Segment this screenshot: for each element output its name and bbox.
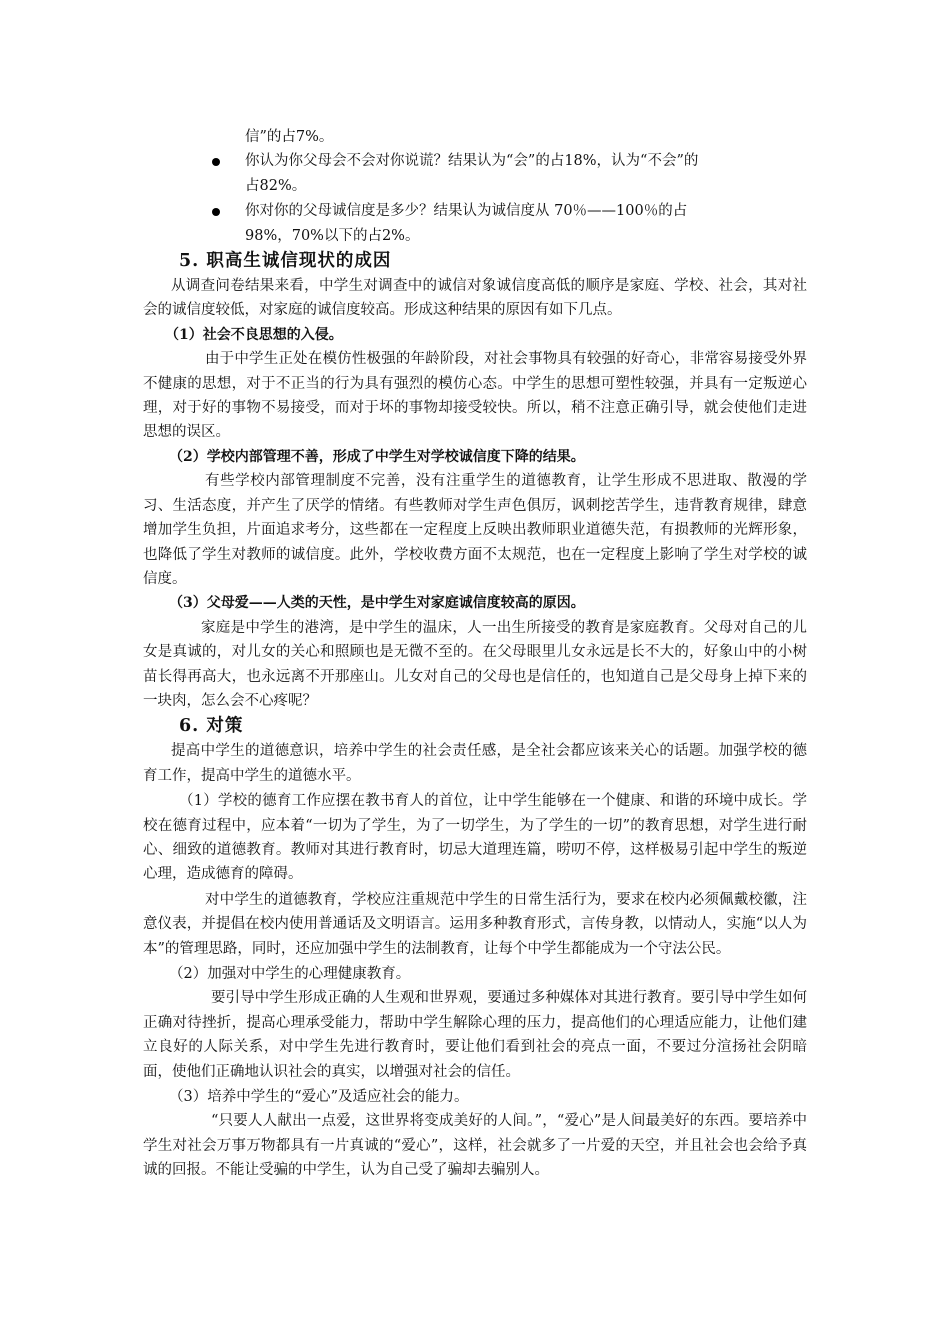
section-5-subheading-1: （1）社会不良思想的入侵。 (165, 326, 343, 343)
section-6-paragraph-2: 要引导中学生形成正确的人生观和世界观，要通过多种媒体对其进行教育。要引导中学生如何正确对待挫折，提高心理承受能力，帮助中学生解除心理的压力，提高他们的心理适应能力，让他们建立良好的人际关系，对中学生先进行教育时，要让他们看到社会的亮点一面，不要过分渲扬社会阴暗面，使他们正确地认识社会的真实，以增强对社会的信任。 (143, 990, 807, 1080)
bullet-dot-icon (212, 158, 220, 166)
section-5-subheading-2: （2）学校内部管理不善，形成了中学生对学校诚信度下降的结果。 (169, 448, 585, 465)
bullet-item-2 (143, 199, 807, 248)
section-6-subheading-3: （3）培养中学生的“爱心”及适应社会的能力。 (169, 1089, 469, 1106)
section-6-intro: 提高中学生的道德意识，培养中学生的社会责任感，是全社会都应该来关心的话题。加强学校的德育工作，提高中学生的道德水平。 (143, 743, 807, 784)
section-5-paragraph-1: 由于中学生正处在模仿性极强的年龄阶段，对社会事物具有较强的好奇心，非常容易接受外界不健康的思想，对于不正当的行为具有强烈的模仿心态。中学生的思想可塑性较强，并具有一定叛逆心理，对于好的事物不易接受，而对于坏的事物却接受较快。所以，稍不注意正确引导，就会使他们走进思想的误区。 (143, 351, 807, 441)
section-6-paragraph-1: （1）学校的德育工作应摆在教书育人的首位，让中学生能够在一个健康、和谐的环境中成长。学校在德育过程中，应本着“一切为了学生，为了一切学生，为了学生的一切”的教育思想，对学生进行耐心、细致的道德教育。教师对其进行教育时，切忌大道理连篇，唠叨不停，这样极易引起中学生的叛逆心理，造成德育的障碍。 (143, 793, 807, 883)
bullet-2-line1: 你对你的父母诚信度是多少？结果认为诚信度从 70％——100％的占 (245, 203, 688, 220)
document-body (143, 125, 807, 1183)
section-5-intro: 从调查问卷结果来看，中学生对调查中的诚信对象诚信度高低的顺序是家庭、学校、社会，其对社会的诚信度较低，对家庭的诚信度较高。形成这种结果的原因有如下几点。 (143, 278, 807, 319)
bullet-dot-icon (212, 208, 220, 216)
continuation-line: 信”的占7%。 (245, 129, 334, 145)
bullet-1-line2: 占82%。 (245, 177, 307, 194)
bullet-1-line1: 你认为你父母会不会对你说谎？结果认为“会”的占18%，认为“不会”的 (245, 153, 699, 170)
section-5-heading: 5. 职高生诚信现状的成因 (179, 251, 392, 272)
section-5-paragraph-3: 家庭是中学生的港湾，是中学生的温床，人一出生所接受的教育是家庭教育。父母对自己的儿女是真诚的，对儿女的关心和照顾也是无微不至的。在父母眼里儿女永远是长不大的，好象山中的小树苗长得再高大，也永远离不开那座山。儿女对自己的父母也是信任的，也知道自己是父母身上掉下来的一块肉，怎么会不心疼呢？ (143, 619, 807, 709)
section-6-paragraph-3: “只要人人献出一点爱，这世界将变成美好的人间。”，“爱心”是人间最美好的东西。要培养中学生对社会万事万物都具有一片真诚的“爱心”，这样，社会就多了一片爱的天空，并且社会也会给予真诚的回报。不能让受骗的中学生，认为自己受了骗却去骗别人。 (143, 1113, 807, 1179)
section-6-paragraph-1b: 对中学生的道德教育，学校应注重规范中学生的日常生活行为，要求在校内必须佩戴校徽，注意仪表，并提倡在校内使用普通话及文明语言。运用多种教育形式，言传身教，以情动人，实施“以人为本”的管理思路，同时，还应加强中学生的法制教育，让每个中学生都能成为一个守法公民。 (143, 891, 807, 957)
section-6-heading: 6. 对策 (179, 716, 244, 737)
bullet-2-line2: 98%，70%以下的占2%。 (245, 227, 420, 244)
section-5-subheading-3: （3）父母爱——人类的天性，是中学生对家庭诚信度较高的原因。 (169, 595, 585, 612)
bullet-item-1 (143, 149, 807, 198)
section-5-paragraph-2: 有些学校内部管理制度不完善，没有注重学生的道德教育，让学生形成不思进取、散漫的学习、生活态度，并产生了厌学的情绪。有些教师对学生声色俱厉，讽刺挖苦学生，违背教育规律，肆意增加学生负担，片面追求考分，这些都在一定程度上反映出教师职业道德失范，有损教师的光辉形象，也降低了学生对教师的诚信度。此外，学校收费方面不太规范，也在一定程度上影响了学生对学校的诚信度。 (143, 473, 807, 587)
section-6-subheading-2: （2）加强对中学生的心理健康教育。 (169, 966, 411, 982)
